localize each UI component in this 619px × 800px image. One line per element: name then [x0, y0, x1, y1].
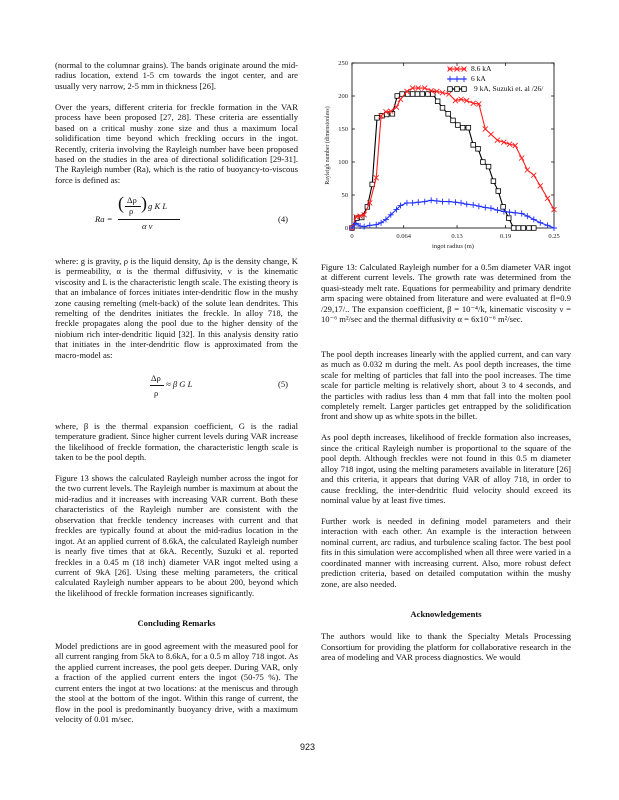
legend-label: 9 kA, Suzuki et. al /26/: [474, 84, 544, 93]
plus-marker: [551, 225, 557, 231]
legend-label: 8.6 kA: [471, 64, 492, 73]
x-tick-label: 0.19: [499, 233, 512, 240]
square-marker: [486, 164, 491, 169]
plus-marker: [476, 203, 482, 209]
square-marker: [435, 99, 440, 104]
x-tick-label: 0.25: [548, 233, 560, 240]
eq4-denominator: α ν: [142, 220, 153, 231]
x-marker: [531, 173, 536, 178]
x-marker: [525, 167, 530, 172]
plus-marker: [434, 198, 440, 204]
plus-marker: [482, 205, 488, 211]
eq4-number: (4): [277, 213, 288, 224]
x-tick-label: 0.13: [451, 233, 463, 240]
plus-marker: [367, 222, 373, 228]
y-axis-label: Rayleigh number (dimensionless): [325, 106, 331, 185]
eq4-num-rest: g K L: [148, 200, 168, 211]
square-marker: [501, 205, 506, 210]
left-paragraph-5: Figure 13 shows the calculated Rayleigh number across the ingot for the two current levels. The Rayleigh number is maximum at about the mid-radius and it increases with increasing VAR current. Both these characteristics of the Rayleigh number are consistent with the observation that freckle tendency increases with current and that freckles are typically found at about the mid-radius location in the ingot. At an applied current of 8.6kA, the calculated Rayleigh number is nearly five times that at 6kA. Recently, Suzuki et al. reported freckles in a 0.45 m (18 inch) diameter VAR ingot melted using a current of 9kA [26]. Using these melting parameters, the critical calculated Rayleigh number appears to be about 200, beyond which the likelihood of freckle formation increases significantly.: [55, 472, 298, 598]
plus-marker: [461, 76, 467, 82]
eq5-fraction-line: [150, 385, 164, 386]
plus-marker: [454, 76, 460, 82]
plus-marker: [361, 224, 367, 230]
plus-marker: [422, 199, 428, 205]
plus-marker: [428, 197, 434, 203]
square-marker: [496, 189, 501, 194]
square-marker: [448, 87, 453, 92]
plus-marker: [452, 199, 458, 205]
y-tick-label: 50: [341, 192, 348, 199]
square-marker: [455, 87, 460, 92]
y-tick-label: 200: [338, 93, 348, 100]
eq5-number: (5): [277, 378, 288, 389]
figure-13-chart: [315, 55, 580, 255]
plus-marker: [512, 210, 518, 216]
eq4-lhs: Ra =: [95, 213, 113, 224]
square-marker: [521, 226, 526, 231]
x-marker: [545, 196, 550, 201]
eq4-fraction-line: [118, 219, 180, 220]
figure-13-caption: Figure 13: Calculated Rayleigh number for a 0.5m diameter VAR ingot at different current levels. The growth rate was determined from the quasi-steady melt rate. Equations for permeability and primary dendrite arm spacing were obtained from literature and were evaluated at fl=0.9 /29,17/.. The expansion coefficient, β = 10⁻⁴/k, kinematic viscosity ν = 10⁻⁶ m²/sec and the thermal diffusivity α = 6x10⁻⁶ m²/sec.: [321, 262, 571, 325]
page-number: 923: [300, 742, 316, 752]
square-marker: [466, 125, 471, 130]
eq5-rhs: ≈ β G L: [166, 378, 193, 389]
plus-marker: [519, 210, 525, 216]
eq4-close-paren: ): [141, 192, 147, 213]
right-paragraph-1: The pool depth increases linearly with the applied current, and can vary as much as 0.032 m during the melt. As pool depth increases, the time scale for melting of particles that fall into the pool increases. The time scale for particle melting is relatively short, about 3 to 4 seconds, and the particles with radius less than 4 mm that fall into the molten pool completely remelt. Larger particles get entrapped by the solidification front and show up as white spots in the billet.: [321, 348, 571, 422]
eq5-frac-bottom: ρ: [154, 387, 159, 398]
plus-marker: [439, 199, 445, 205]
acknowledgements-heading: Acknowledgements: [410, 609, 482, 620]
left-paragraph-2: Over the years, different criteria for freckle formation in the VAR process have been proposed [27, 28]. These criteria are essentially based on a critical mushy zone size and thus a maximum local solidification time beyond which freckling occurs in the ingot. Recently, criteria involving the Rayleigh number have been proposed based on the studies in the area of directional solidification [29-31]. The Rayleigh number (Ra), which is the ratio of buoyancy-to-viscous force is defined as:: [55, 101, 298, 185]
plus-marker: [415, 199, 421, 205]
right-paragraph-3: Further work is needed in defining model parameters and their interaction with each other. An example is the interaction between nominal current, arc radius, and turbulence scaling factor. The best pool fits in this simulation were accomplished when all three were varied in a coordinated manner with increasing current. Also, more robust defect prediction criteria, based on detailed computation within the mushy zone, are also needed.: [321, 515, 571, 589]
right-paragraph-4: The authors would like to thank the Specialty Metals Processing Consortium for providing the platform for collaborative research in the area of modeling and VAR process diagnostics. We would: [321, 631, 571, 663]
plus-marker: [458, 200, 464, 206]
square-marker: [420, 92, 425, 97]
right-column: [321, 262, 571, 673]
left-paragraph-3: where: g is gravity, ρ is the liquid density, Δρ is the density change, K is permeability, α is the thermal diffusivity, ν is the kinematic viscosity and L is the characteristic length scale. The existing theory is that an imbalance of forces initiates inter-dendritic flow in the mushy zone causing remelting (melt-back) of the solute lean dendrites. This remelting of the dendrites initiates the freckle. In alloy 718, the freckle propagates along the pool due to the higher density of the niobium rich inter-dendritic liquid [32]. In this analysis density ratio that initiates in the inter-dendritic flow is approximated from the macro-model as:: [55, 255, 298, 360]
square-marker: [451, 118, 456, 123]
square-marker: [456, 123, 461, 128]
equation-4: [55, 192, 298, 246]
x-tick-label: 0: [350, 233, 354, 240]
plus-marker: [447, 76, 453, 82]
square-marker: [516, 226, 521, 231]
square-marker: [481, 160, 486, 165]
plus-marker: [537, 220, 543, 226]
plus-marker: [404, 200, 410, 206]
x-tick-label: 0.064: [396, 233, 412, 240]
plus-marker: [494, 207, 500, 213]
left-paragraph-4: where, β is the thermal expansion coefficient, G is the radial temperature gradient. Since higher current levels during VAR increase the likelihood of freckle formation, the characteristic length scale is taken to be the pool depth.: [55, 420, 298, 463]
y-tick-label: 100: [338, 159, 348, 166]
y-tick-label: 150: [338, 126, 348, 133]
plus-marker: [446, 199, 452, 205]
plus-marker: [545, 222, 551, 228]
plus-marker: [531, 216, 537, 222]
square-marker: [476, 147, 481, 152]
square-marker: [415, 92, 420, 97]
plus-marker: [470, 202, 476, 208]
series-line-1: [352, 200, 554, 228]
equation-5: [55, 371, 298, 411]
x-marker: [488, 132, 493, 137]
y-tick-label: 0: [344, 225, 348, 232]
plus-marker: [524, 213, 530, 219]
rayleigh-number-plot: [315, 55, 580, 255]
x-marker: [398, 97, 403, 102]
plus-marker: [410, 200, 416, 206]
eq4-frac-bottom: ρ: [129, 205, 134, 216]
eq4-frac-top: Δρ: [127, 194, 137, 205]
right-paragraph-2: As pool depth increases, likelihood of freckle formation also increases, since the critical Rayleigh number is proportional to the square of the pool depth. Although freckles were not found in this 0.5 m diameter alloy 718 ingot, using the melting parameters available in literature [26] and this criteria, it appears that during VAR of alloy 718, in order to cause freckling, the inter-dendritic fluid velocity should exceed its nominal value by at least five times.: [321, 432, 571, 505]
x-marker: [519, 156, 524, 161]
y-tick-label: 250: [338, 60, 348, 67]
square-marker: [446, 112, 451, 117]
x-marker: [538, 183, 543, 188]
plus-marker: [464, 201, 470, 207]
eq5-frac-top: Δρ: [151, 372, 161, 383]
square-marker: [527, 226, 532, 231]
left-paragraph-6: Model predictions are in good agreement with the measured pool for all current ranging from 5kA to 8.6kA, for a 0.5 m alloy 718 ingot. As the applied current increases, the pool gets deeper. During VAR, only a fraction of the applied current enters the ingot (50-75 %). The current enters the ingot at two locations: at the meniscus and through the stool at the bottom of the ingot. Within this range of current, the flow in the pool is predominantly buoyancy drive, with a maximum velocity of 0.01 m/sec.: [55, 640, 298, 724]
square-marker: [410, 92, 415, 97]
square-marker: [506, 216, 511, 221]
plus-marker: [488, 205, 494, 211]
legend-label: 6 kA: [471, 74, 486, 83]
left-column: [55, 60, 298, 735]
concluding-remarks-heading: Concluding Remarks: [137, 618, 216, 629]
square-marker: [440, 106, 445, 111]
series-line-0: [352, 88, 554, 228]
plus-marker: [507, 209, 513, 215]
square-marker: [491, 179, 496, 184]
square-marker: [462, 87, 467, 92]
square-marker: [471, 143, 476, 148]
eq4-open-paren: (: [118, 192, 124, 213]
square-marker: [511, 226, 516, 231]
x-axis-label: ingot radius (m): [432, 243, 474, 250]
square-marker: [460, 125, 465, 130]
left-paragraph-1: (normal to the columnar grains). The bands originate around the mid-radius location, extend 1-5 cm towards the ingot center, and are usually very narrow, 2-5 mm in thickness [26].: [55, 60, 298, 91]
square-marker: [532, 226, 537, 231]
